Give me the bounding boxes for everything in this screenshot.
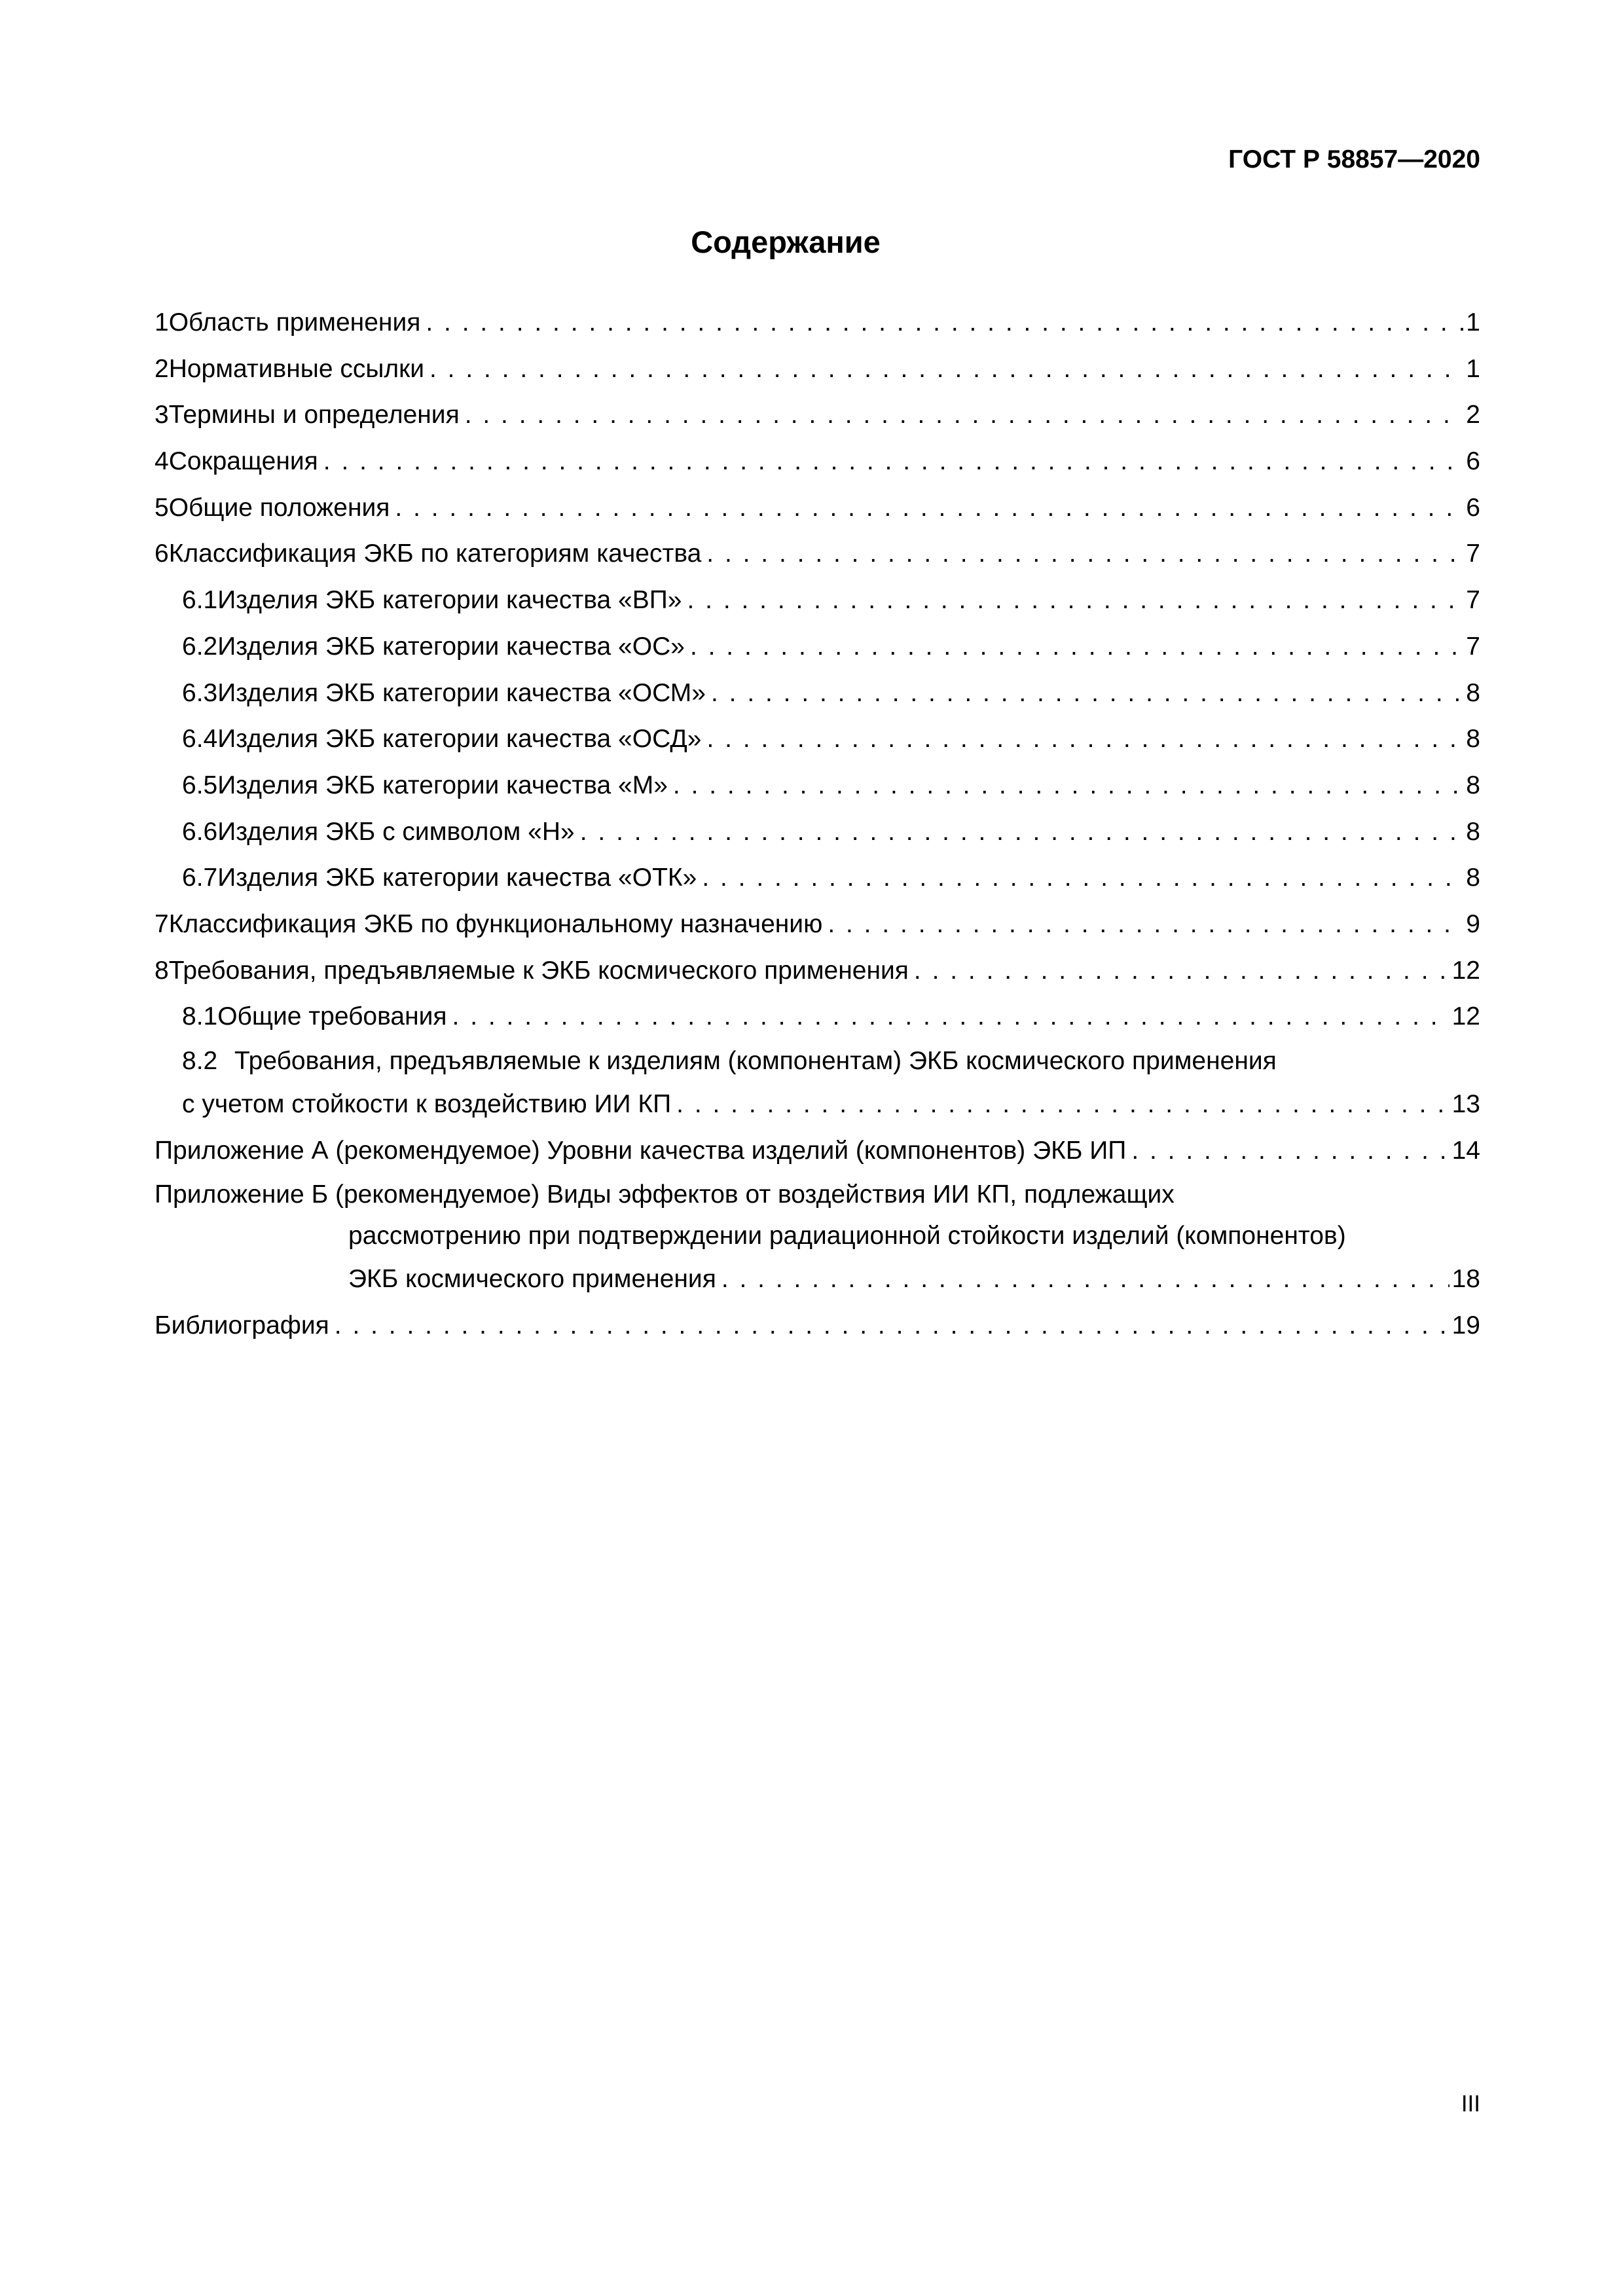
toc-entry-page: 1 <box>1466 308 1480 337</box>
toc-entry-page: 9 <box>1466 909 1480 938</box>
dot-leader <box>318 439 1464 485</box>
dot-leader <box>706 670 1463 717</box>
toc-entry-number: 6.5 <box>182 771 218 799</box>
toc-entry-page: 2 <box>1466 401 1480 429</box>
toc-entry-title: Изделия ЭКБ категории качества «ОСМ» <box>217 678 706 707</box>
toc-entry-number: 6.7 <box>182 864 218 892</box>
toc-entry[interactable] <box>155 439 1480 485</box>
toc-entry-page: 18 <box>1451 1265 1480 1294</box>
toc-subentry[interactable] <box>155 809 1480 856</box>
dot-leader <box>390 485 1463 532</box>
toc-entry-title: Изделия ЭКБ с символом «Н» <box>217 817 575 846</box>
toc-entry-title: Общие положения <box>168 493 390 522</box>
dot-leader <box>822 902 1463 948</box>
toc-entry-number: 8 <box>155 956 169 985</box>
toc-entry[interactable] <box>155 902 1480 948</box>
dot-leader <box>1126 1128 1449 1175</box>
dot-leader <box>701 531 1463 577</box>
toc-entry-title: Требования, предъявляемые к ЭКБ космического применения <box>168 956 909 985</box>
toc-entry[interactable] <box>155 300 1480 346</box>
toc-appendix-entry[interactable] <box>155 1128 1480 1175</box>
toc-subentry[interactable] <box>155 670 1480 717</box>
dot-leader <box>668 763 1463 809</box>
toc-entry-title: Классификация ЭКБ по категориям качества <box>168 539 702 568</box>
toc-entry-page: 12 <box>1451 1002 1480 1031</box>
toc-entry-title: Изделия ЭКБ категории качества «ВП» <box>217 586 682 615</box>
toc-entry-page: 8 <box>1466 771 1480 799</box>
toc-entry-number: 8.2 <box>182 1047 218 1075</box>
toc-entry-page: 13 <box>1451 1090 1480 1118</box>
toc-entry-page: 7 <box>1466 586 1480 615</box>
document-code: ГОСТ Р 58857—2020 <box>1228 145 1480 173</box>
toc-entry-page: 14 <box>1451 1136 1480 1165</box>
toc-entry-page: 1 <box>1466 354 1480 383</box>
toc-entry-title-line1: Приложение Б (рекомендуемое) Виды эффектов от воздействия ИИ КП, подлежащих <box>155 1180 1175 1209</box>
toc-entry-title-line1: Требования, предъявляемые к изделиям (компонентам) ЭКБ космического применения <box>234 1047 1277 1075</box>
page-title: Содержание <box>691 225 881 259</box>
toc-entry[interactable] <box>155 531 1480 577</box>
toc-entry-title-line2: с учетом стойкости к воздействию ИИ КП <box>182 1090 672 1118</box>
dot-leader <box>716 1256 1450 1303</box>
toc-entry-number: 2 <box>155 354 169 383</box>
dot-leader <box>420 300 1463 346</box>
toc-entry-number: 7 <box>155 909 169 938</box>
toc-entry-page: 8 <box>1466 725 1480 754</box>
page-number: III <box>1461 2091 1480 2117</box>
toc-entry-title: Сокращения <box>168 447 318 476</box>
dot-leader <box>682 577 1463 624</box>
toc-entry-title: Термины и определения <box>168 401 460 429</box>
toc-entry-title: Библиография <box>155 1311 329 1340</box>
dot-leader <box>460 392 1464 439</box>
toc-entry[interactable] <box>155 485 1480 532</box>
dot-leader <box>909 948 1450 994</box>
toc-entry-title: Изделия ЭКБ категории качества «ОС» <box>217 632 685 661</box>
toc-entry-title-line3: ЭКБ космического применения <box>348 1265 716 1294</box>
dot-leader <box>447 994 1450 1040</box>
toc-entry-title: Изделия ЭКБ категории качества «ОТК» <box>217 864 697 892</box>
toc-subentry[interactable] <box>155 624 1480 670</box>
toc-subentry[interactable] <box>155 855 1480 902</box>
toc-entry[interactable] <box>155 948 1480 994</box>
dot-leader <box>329 1303 1450 1349</box>
toc-entry-title: Классификация ЭКБ по функциональному назначению <box>168 909 823 938</box>
toc-subentry[interactable] <box>155 1040 1480 1128</box>
dot-leader <box>702 716 1464 763</box>
table-of-contents <box>155 300 1480 1349</box>
toc-subentry[interactable] <box>155 716 1480 763</box>
toc-entry-number: 6.4 <box>182 725 218 754</box>
toc-entry-page: 8 <box>1466 678 1480 707</box>
dot-leader <box>685 624 1463 670</box>
toc-entry[interactable] <box>155 392 1480 439</box>
toc-entry-page: 7 <box>1466 539 1480 568</box>
toc-entry-number: 6.6 <box>182 817 218 846</box>
toc-entry-page: 8 <box>1466 817 1480 846</box>
dot-leader <box>697 855 1463 902</box>
toc-entry-number: 1 <box>155 308 169 337</box>
toc-entry-page: 6 <box>1466 493 1480 522</box>
toc-entry-number: 6.3 <box>182 678 218 707</box>
toc-entry-page: 19 <box>1451 1311 1480 1340</box>
toc-entry-page: 8 <box>1466 864 1480 892</box>
dot-leader <box>671 1082 1449 1128</box>
toc-subentry[interactable] <box>155 577 1480 624</box>
toc-entry-page: 6 <box>1466 447 1480 476</box>
toc-entry-title: Изделия ЭКБ категории качества «ОСД» <box>217 725 702 754</box>
toc-entry-title: Приложение А (рекомендуемое) Уровни качества изделий (компонентов) ЭКБ ИП <box>155 1136 1127 1165</box>
toc-subentry[interactable] <box>155 994 1480 1040</box>
toc-entry-number: 6 <box>155 539 169 568</box>
toc-entry-title: Общие требования <box>217 1002 447 1031</box>
toc-entry-number: 3 <box>155 401 169 429</box>
dot-leader <box>575 809 1464 856</box>
toc-entry-number: 4 <box>155 447 169 476</box>
toc-entry-title: Изделия ЭКБ категории качества «М» <box>217 771 668 799</box>
toc-entry-page: 12 <box>1451 956 1480 985</box>
toc-entry-title: Нормативные ссылки <box>168 354 424 383</box>
toc-entry-number: 5 <box>155 493 169 522</box>
toc-appendix-entry[interactable] <box>155 1174 1480 1303</box>
toc-bibliography-entry[interactable] <box>155 1303 1480 1349</box>
toc-entry-title-line2: рассмотрению при подтверждении радиационной стойкости изделий (компонентов) <box>348 1222 1346 1250</box>
dot-leader <box>424 346 1463 393</box>
toc-subentry[interactable] <box>155 763 1480 809</box>
toc-entry-title: Область применения <box>168 308 421 337</box>
toc-entry[interactable] <box>155 346 1480 393</box>
toc-entry-number: 6.1 <box>182 586 218 615</box>
toc-entry-number: 6.2 <box>182 632 218 661</box>
toc-entry-page: 7 <box>1466 632 1480 661</box>
toc-entry-number: 8.1 <box>182 1002 218 1031</box>
